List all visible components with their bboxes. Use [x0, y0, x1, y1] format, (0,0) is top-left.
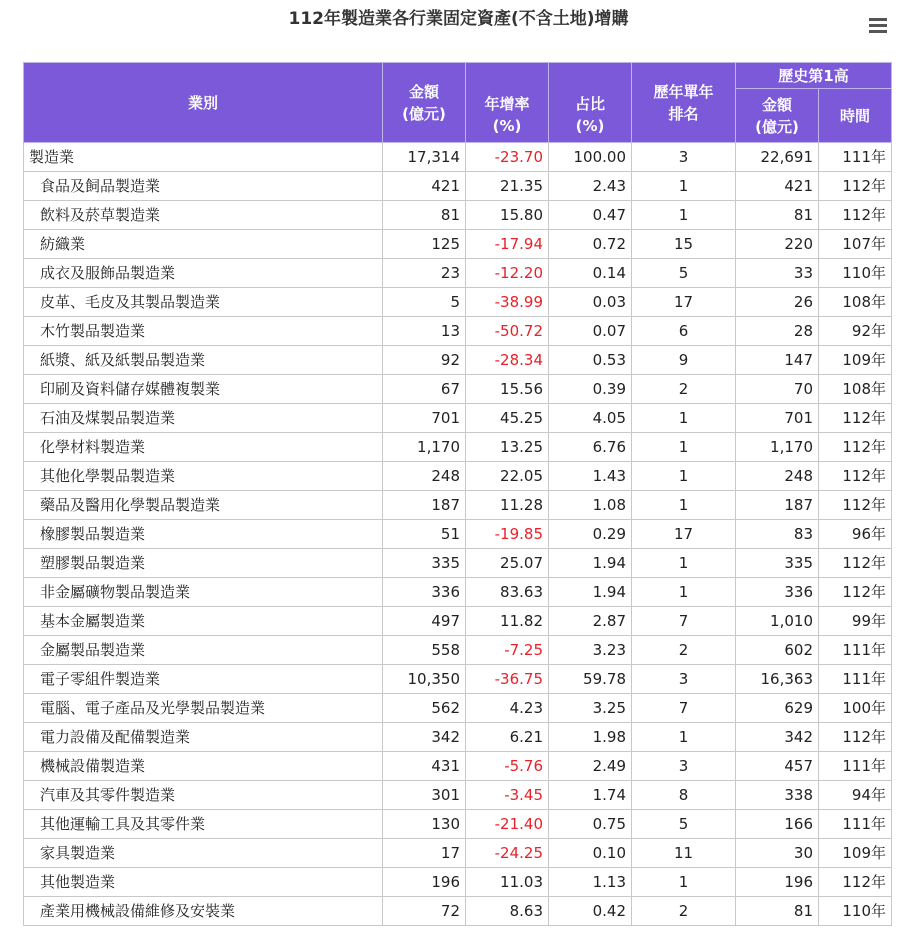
cell-record-time: 108年 — [819, 288, 892, 317]
header-rank: 歷年單年 排名 — [632, 63, 736, 143]
cell-rank: 1 — [632, 723, 736, 752]
cell-share: 0.72 — [549, 230, 632, 259]
cell-amount: 23 — [383, 259, 466, 288]
cell-record-time: 111年 — [819, 665, 892, 694]
cell-amount: 558 — [383, 636, 466, 665]
cell-rank: 11 — [632, 839, 736, 868]
cell-rank: 1 — [632, 462, 736, 491]
cell-rank: 3 — [632, 665, 736, 694]
menu-icon-bar — [869, 24, 887, 27]
cell-amount: 196 — [383, 868, 466, 897]
cell-record-amount: 81 — [736, 897, 819, 926]
cell-amount: 431 — [383, 752, 466, 781]
cell-record-amount: 335 — [736, 549, 819, 578]
cell-amount: 51 — [383, 520, 466, 549]
cell-industry: 電力設備及配備製造業 — [24, 723, 383, 752]
cell-record-amount: 457 — [736, 752, 819, 781]
cell-growth: 22.05 — [466, 462, 549, 491]
page-title: 112年製造業各行業固定資產(不含土地)增購 — [288, 9, 629, 29]
cell-share: 0.53 — [549, 346, 632, 375]
cell-record-time: 112年 — [819, 201, 892, 230]
cell-growth: 83.63 — [466, 578, 549, 607]
cell-rank: 7 — [632, 607, 736, 636]
cell-record-time: 112年 — [819, 578, 892, 607]
cell-share: 0.75 — [549, 810, 632, 839]
cell-record-time: 107年 — [819, 230, 892, 259]
cell-growth: 11.82 — [466, 607, 549, 636]
cell-rank: 1 — [632, 201, 736, 230]
cell-amount: 10,350 — [383, 665, 466, 694]
cell-amount: 562 — [383, 694, 466, 723]
cell-share: 0.07 — [549, 317, 632, 346]
cell-record-amount: 1,170 — [736, 433, 819, 462]
cell-industry: 機械設備製造業 — [24, 752, 383, 781]
cell-amount: 81 — [383, 201, 466, 230]
cell-record-time: 108年 — [819, 375, 892, 404]
cell-industry: 紙漿、紙及紙製品製造業 — [24, 346, 383, 375]
cell-industry: 紡織業 — [24, 230, 383, 259]
table-row — [24, 636, 892, 665]
cell-amount: 13 — [383, 317, 466, 346]
header-amount: 金額 (億元) — [383, 63, 466, 143]
cell-growth: -7.25 — [466, 636, 549, 665]
table-row — [24, 607, 892, 636]
cell-growth: -38.99 — [466, 288, 549, 317]
cell-record-amount: 187 — [736, 491, 819, 520]
cell-growth: -3.45 — [466, 781, 549, 810]
cell-rank: 1 — [632, 433, 736, 462]
menu-icon-bar — [869, 30, 887, 33]
cell-rank: 5 — [632, 259, 736, 288]
menu-icon-bar — [869, 18, 887, 21]
cell-rank: 2 — [632, 636, 736, 665]
table-row — [24, 665, 892, 694]
table-row — [24, 462, 892, 491]
cell-industry: 其他化學製品製造業 — [24, 462, 383, 491]
cell-record-amount: 70 — [736, 375, 819, 404]
table-row — [24, 781, 892, 810]
cell-amount: 5 — [383, 288, 466, 317]
cell-growth: 45.25 — [466, 404, 549, 433]
table-header — [24, 63, 892, 143]
cell-record-time: 111年 — [819, 636, 892, 665]
data-table — [23, 62, 892, 926]
cell-growth: -24.25 — [466, 839, 549, 868]
header-record-amount: 金額 (億元) — [736, 89, 819, 143]
cell-amount: 92 — [383, 346, 466, 375]
cell-amount: 301 — [383, 781, 466, 810]
cell-record-time: 94年 — [819, 781, 892, 810]
cell-industry: 汽車及其零件製造業 — [24, 781, 383, 810]
cell-record-time: 100年 — [819, 694, 892, 723]
table-row — [24, 897, 892, 926]
cell-share: 1.13 — [549, 868, 632, 897]
header-share-top — [549, 63, 632, 89]
cell-amount: 1,170 — [383, 433, 466, 462]
cell-record-time: 96年 — [819, 520, 892, 549]
cell-record-time: 112年 — [819, 868, 892, 897]
cell-share: 3.23 — [549, 636, 632, 665]
cell-rank: 6 — [632, 317, 736, 346]
cell-share: 1.94 — [549, 578, 632, 607]
cell-industry: 食品及飼品製造業 — [24, 172, 383, 201]
cell-industry: 化學材料製造業 — [24, 433, 383, 462]
cell-industry: 橡膠製品製造業 — [24, 520, 383, 549]
cell-amount: 342 — [383, 723, 466, 752]
cell-share: 2.49 — [549, 752, 632, 781]
cell-share: 0.39 — [549, 375, 632, 404]
cell-rank: 9 — [632, 346, 736, 375]
cell-growth: 13.25 — [466, 433, 549, 462]
cell-rank: 1 — [632, 868, 736, 897]
cell-industry: 家具製造業 — [24, 839, 383, 868]
cell-industry: 塑膠製品製造業 — [24, 549, 383, 578]
cell-share: 1.08 — [549, 491, 632, 520]
cell-record-amount: 30 — [736, 839, 819, 868]
cell-record-amount: 81 — [736, 201, 819, 230]
cell-growth: 11.03 — [466, 868, 549, 897]
cell-rank: 1 — [632, 172, 736, 201]
cell-share: 0.10 — [549, 839, 632, 868]
cell-record-amount: 421 — [736, 172, 819, 201]
cell-share: 2.43 — [549, 172, 632, 201]
cell-rank: 1 — [632, 578, 736, 607]
cell-industry: 其他運輸工具及其零件業 — [24, 810, 383, 839]
cell-record-amount: 33 — [736, 259, 819, 288]
cell-record-amount: 28 — [736, 317, 819, 346]
cell-share: 3.25 — [549, 694, 632, 723]
table-row — [24, 549, 892, 578]
table-row — [24, 578, 892, 607]
table-row — [24, 172, 892, 201]
cell-growth: -28.34 — [466, 346, 549, 375]
cell-record-time: 112年 — [819, 172, 892, 201]
table-row — [24, 810, 892, 839]
cell-share: 4.05 — [549, 404, 632, 433]
cell-record-time: 112年 — [819, 404, 892, 433]
cell-record-time: 99年 — [819, 607, 892, 636]
cell-rank: 8 — [632, 781, 736, 810]
cell-record-amount: 26 — [736, 288, 819, 317]
header-record-time: 時間 — [819, 89, 892, 143]
cell-industry: 基本金屬製造業 — [24, 607, 383, 636]
cell-share: 1.98 — [549, 723, 632, 752]
cell-amount: 67 — [383, 375, 466, 404]
header-industry: 業別 — [24, 63, 383, 143]
cell-industry: 其他製造業 — [24, 868, 383, 897]
cell-industry: 木竹製品製造業 — [24, 317, 383, 346]
cell-industry: 電子零組件製造業 — [24, 665, 383, 694]
cell-amount: 17,314 — [383, 143, 466, 172]
cell-share: 1.94 — [549, 549, 632, 578]
cell-amount: 187 — [383, 491, 466, 520]
cell-share: 100.00 — [549, 143, 632, 172]
cell-industry: 飲料及菸草製造業 — [24, 201, 383, 230]
cell-record-amount: 166 — [736, 810, 819, 839]
cell-amount: 497 — [383, 607, 466, 636]
cell-rank: 2 — [632, 897, 736, 926]
cell-amount: 248 — [383, 462, 466, 491]
cell-rank: 1 — [632, 491, 736, 520]
cell-record-time: 92年 — [819, 317, 892, 346]
cell-share: 1.74 — [549, 781, 632, 810]
cell-industry: 石油及煤製品製造業 — [24, 404, 383, 433]
table-row — [24, 723, 892, 752]
cell-record-amount: 22,691 — [736, 143, 819, 172]
cell-industry: 產業用機械設備維修及安裝業 — [24, 897, 383, 926]
cell-rank: 3 — [632, 143, 736, 172]
cell-share: 0.47 — [549, 201, 632, 230]
cell-industry: 製造業 — [24, 143, 383, 172]
cell-share: 2.87 — [549, 607, 632, 636]
header-share: 占比 (%) — [549, 89, 632, 143]
cell-record-time: 110年 — [819, 897, 892, 926]
cell-record-amount: 248 — [736, 462, 819, 491]
cell-record-time: 112年 — [819, 462, 892, 491]
cell-growth: -17.94 — [466, 230, 549, 259]
table-row — [24, 259, 892, 288]
cell-share: 0.42 — [549, 897, 632, 926]
cell-record-time: 109年 — [819, 839, 892, 868]
cell-industry: 電腦、電子產品及光學製品製造業 — [24, 694, 383, 723]
cell-amount: 421 — [383, 172, 466, 201]
cell-industry: 非金屬礦物製品製造業 — [24, 578, 383, 607]
cell-record-amount: 147 — [736, 346, 819, 375]
table-row — [24, 491, 892, 520]
cell-record-time: 112年 — [819, 491, 892, 520]
table-row — [24, 346, 892, 375]
cell-growth: -21.40 — [466, 810, 549, 839]
cell-industry: 皮革、毛皮及其製品製造業 — [24, 288, 383, 317]
cell-record-amount: 1,010 — [736, 607, 819, 636]
menu-icon[interactable] — [869, 18, 889, 35]
cell-growth: -23.70 — [466, 143, 549, 172]
cell-growth: 11.28 — [466, 491, 549, 520]
cell-growth: 4.23 — [466, 694, 549, 723]
table-row — [24, 201, 892, 230]
table-row — [24, 317, 892, 346]
cell-record-amount: 342 — [736, 723, 819, 752]
cell-record-amount: 220 — [736, 230, 819, 259]
cell-growth: 6.21 — [466, 723, 549, 752]
table-row — [24, 288, 892, 317]
cell-industry: 金屬製品製造業 — [24, 636, 383, 665]
cell-share: 6.76 — [549, 433, 632, 462]
cell-rank: 17 — [632, 288, 736, 317]
cell-record-time: 109年 — [819, 346, 892, 375]
cell-amount: 336 — [383, 578, 466, 607]
cell-record-time: 111年 — [819, 810, 892, 839]
cell-rank: 15 — [632, 230, 736, 259]
cell-share: 0.29 — [549, 520, 632, 549]
cell-growth: -5.76 — [466, 752, 549, 781]
cell-share: 59.78 — [549, 665, 632, 694]
cell-record-amount: 83 — [736, 520, 819, 549]
cell-record-amount: 602 — [736, 636, 819, 665]
cell-industry: 印刷及資料儲存媒體複製業 — [24, 375, 383, 404]
table-row — [24, 520, 892, 549]
cell-rank: 2 — [632, 375, 736, 404]
header-growth: 年增率 (%) — [466, 89, 549, 143]
table-body — [24, 143, 892, 926]
table-row — [24, 375, 892, 404]
table-row — [24, 694, 892, 723]
table-row — [24, 143, 892, 172]
table-row — [24, 433, 892, 462]
cell-amount: 130 — [383, 810, 466, 839]
table-row — [24, 868, 892, 897]
cell-growth: -50.72 — [466, 317, 549, 346]
cell-record-amount: 338 — [736, 781, 819, 810]
cell-record-time: 112年 — [819, 433, 892, 462]
cell-growth: -19.85 — [466, 520, 549, 549]
cell-record-amount: 196 — [736, 868, 819, 897]
table-row — [24, 752, 892, 781]
cell-record-amount: 16,363 — [736, 665, 819, 694]
cell-amount: 335 — [383, 549, 466, 578]
table-row — [24, 230, 892, 259]
cell-record-time: 111年 — [819, 143, 892, 172]
cell-amount: 72 — [383, 897, 466, 926]
table-row — [24, 839, 892, 868]
cell-amount: 125 — [383, 230, 466, 259]
cell-growth: -12.20 — [466, 259, 549, 288]
cell-record-time: 111年 — [819, 752, 892, 781]
cell-record-time: 112年 — [819, 549, 892, 578]
cell-record-amount: 336 — [736, 578, 819, 607]
cell-growth: 21.35 — [466, 172, 549, 201]
cell-industry: 成衣及服飾品製造業 — [24, 259, 383, 288]
cell-growth: -36.75 — [466, 665, 549, 694]
cell-growth: 25.07 — [466, 549, 549, 578]
cell-growth: 15.56 — [466, 375, 549, 404]
cell-rank: 1 — [632, 404, 736, 433]
cell-rank: 5 — [632, 810, 736, 839]
cell-growth: 8.63 — [466, 897, 549, 926]
cell-rank: 3 — [632, 752, 736, 781]
cell-industry: 藥品及醫用化學製品製造業 — [24, 491, 383, 520]
cell-record-time: 110年 — [819, 259, 892, 288]
cell-share: 0.03 — [549, 288, 632, 317]
cell-rank: 17 — [632, 520, 736, 549]
header-growth-top — [466, 63, 549, 89]
cell-amount: 17 — [383, 839, 466, 868]
cell-amount: 701 — [383, 404, 466, 433]
cell-record-amount: 629 — [736, 694, 819, 723]
cell-rank: 7 — [632, 694, 736, 723]
cell-share: 0.14 — [549, 259, 632, 288]
cell-record-time: 112年 — [819, 723, 892, 752]
header-record: 歷史第1高 — [736, 63, 892, 89]
cell-growth: 15.80 — [466, 201, 549, 230]
cell-share: 1.43 — [549, 462, 632, 491]
cell-rank: 1 — [632, 549, 736, 578]
table-row — [24, 404, 892, 433]
cell-record-amount: 701 — [736, 404, 819, 433]
